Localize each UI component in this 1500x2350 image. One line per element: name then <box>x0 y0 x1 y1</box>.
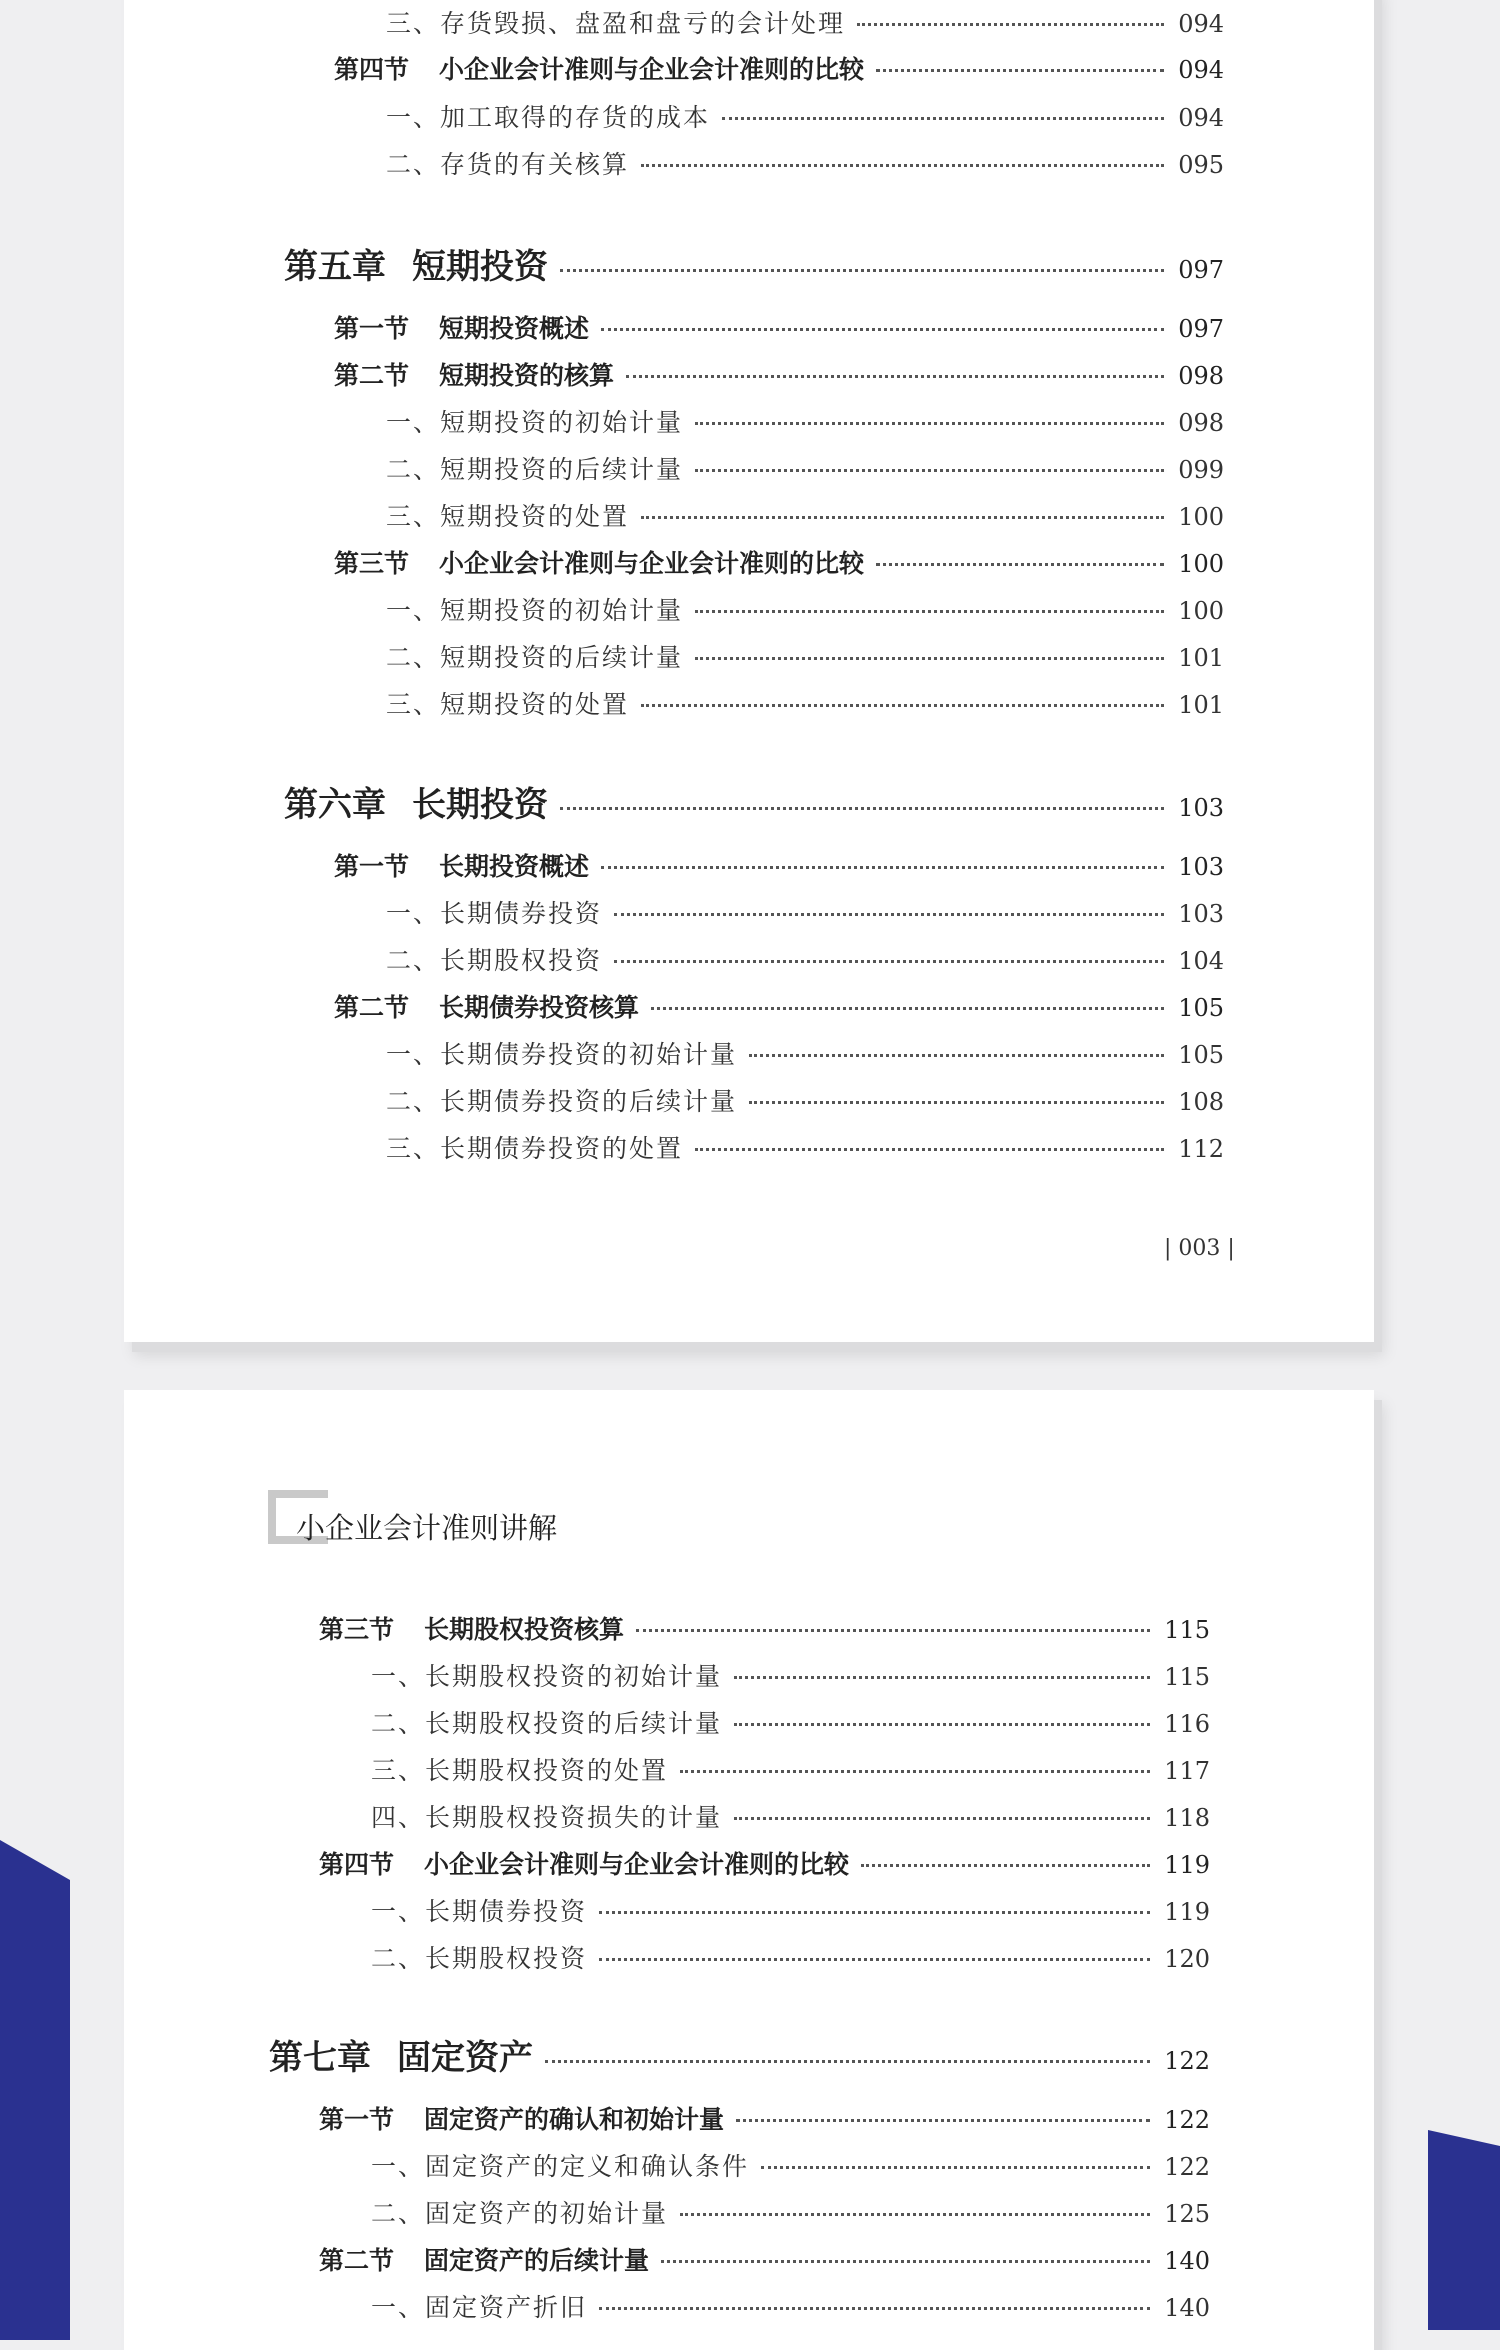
toc-entry-label: 长期股权投资的后续计量 <box>425 1709 723 1738</box>
toc-entry-number: 第一节 <box>334 852 410 881</box>
toc-entry-title <box>371 1751 668 1787</box>
toc-entry-title <box>371 1657 722 1693</box>
toc-page-number: 115 <box>1164 1616 1210 1644</box>
toc-entry-number: 三、 <box>386 690 441 719</box>
dot-leader <box>601 865 1164 869</box>
dot-leader <box>651 1006 1164 1010</box>
toc-entry-number: 一、 <box>386 899 441 928</box>
toc-section-row <box>334 309 1224 345</box>
toc-entry-label: 长期债券投资 <box>425 1897 588 1926</box>
toc-page-number: 105 <box>1178 1041 1224 1069</box>
toc-entry-label: 长期债券投资的初始计量 <box>440 1040 738 1069</box>
toc-item-row <box>386 403 1224 439</box>
dot-leader <box>876 562 1164 566</box>
decorative-band-right <box>1428 2130 1500 2330</box>
toc-entry-label: 长期股权投资 <box>425 1944 588 1973</box>
toc-entry-number: 二、 <box>386 455 441 484</box>
toc-page-number: 099 <box>1178 456 1224 484</box>
toc-item-row <box>371 1939 1210 1975</box>
toc-entry-label: 长期债券投资核算 <box>439 993 640 1022</box>
toc-page-number: 108 <box>1178 1088 1224 1116</box>
toc-entry-number: 第七章 <box>269 2038 371 2078</box>
toc-entry-label: 短期投资概述 <box>439 314 590 343</box>
toc-entry-title <box>319 2100 724 2136</box>
toc-page-number: 097 <box>1178 315 1224 343</box>
toc-entry-label: 小企业会计准则与企业会计准则的比较 <box>439 549 865 578</box>
toc-entry-title <box>371 1704 722 1740</box>
toc-item-row <box>386 145 1224 181</box>
toc-entry-number: 一、 <box>371 1662 426 1691</box>
toc-page-number: 118 <box>1164 1804 1210 1832</box>
dot-leader <box>614 912 1164 916</box>
dot-leader <box>695 656 1164 660</box>
toc-entry-title <box>371 1798 722 1834</box>
toc-section-row <box>319 1610 1210 1646</box>
toc-page-number: 100 <box>1178 550 1224 578</box>
toc-entry-label: 存货毁损、盘盈和盘亏的会计处理 <box>440 9 846 38</box>
toc-item-row <box>371 1657 1210 1693</box>
toc-section-row <box>319 2241 1210 2277</box>
toc-page-number: 094 <box>1178 104 1224 132</box>
toc-page-number: 120 <box>1164 1945 1210 1973</box>
toc-entry-number: 第一节 <box>334 314 410 343</box>
dot-leader <box>736 2118 1150 2122</box>
toc-item-row <box>371 2288 1210 2324</box>
toc-entry-number: 二、 <box>371 2199 426 2228</box>
toc-chapter-row <box>269 2030 1210 2079</box>
dot-leader <box>545 2059 1150 2063</box>
toc-entry-label: 长期投资概述 <box>439 852 590 881</box>
toc-item-row <box>386 638 1224 674</box>
toc-page-number: 103 <box>1178 794 1224 822</box>
toc-entry-title <box>386 685 629 721</box>
toc-section-row <box>319 1845 1210 1881</box>
dot-leader <box>695 421 1164 425</box>
toc-entry-number: 三、 <box>386 1134 441 1163</box>
toc-entry-number: 第二节 <box>334 993 410 1022</box>
toc-page-number: 122 <box>1164 2047 1210 2075</box>
toc-entry-title <box>386 1082 737 1118</box>
toc-page-number: 140 <box>1164 2294 1210 2322</box>
toc-item-row <box>371 1892 1210 1928</box>
dot-leader <box>641 515 1164 519</box>
dot-leader <box>734 1675 1150 1679</box>
dot-leader <box>695 1147 1164 1151</box>
toc-entry-number: 四、 <box>371 1803 426 1832</box>
toc-page-number: 112 <box>1178 1135 1224 1163</box>
running-header-title: 小企业会计准则讲解 <box>296 1511 558 1545</box>
toc-section-row <box>334 50 1224 86</box>
toc-page-number: 094 <box>1178 10 1224 38</box>
toc-page-number: 140 <box>1164 2247 1210 2275</box>
dot-leader <box>722 116 1164 120</box>
toc-entry-label: 长期债券投资的处置 <box>440 1134 684 1163</box>
toc-item-row <box>371 1704 1210 1740</box>
toc-page-number: 095 <box>1178 151 1224 179</box>
toc-entry-title <box>319 1610 624 1646</box>
toc-item-row <box>386 0 1224 2</box>
toc-page-number: 117 <box>1164 1757 1210 1785</box>
dot-leader <box>641 163 1164 167</box>
toc-item-row <box>386 1082 1224 1118</box>
toc-entry-number: 三、 <box>386 502 441 531</box>
dot-leader <box>857 22 1164 26</box>
toc-entry-title <box>334 847 589 883</box>
toc-entry-label: 短期投资的核算 <box>439 361 615 390</box>
toc-entry-label: 短期投资的初始计量 <box>440 596 684 625</box>
toc-entry-title <box>319 1845 849 1881</box>
toc-section-row <box>334 356 1224 392</box>
dot-leader <box>749 1100 1164 1104</box>
toc-section-row <box>334 988 1224 1024</box>
toc-page-number: 116 <box>1164 1710 1210 1738</box>
toc-page-number: 101 <box>1178 691 1224 719</box>
book-page-next <box>124 1390 1374 2350</box>
dot-leader <box>599 1910 1150 1914</box>
toc-entry-title <box>371 2147 749 2183</box>
toc-entry-title <box>269 2030 533 2079</box>
toc-entry-label: 长期股权投资的初始计量 <box>425 1662 723 1691</box>
toc-section-row <box>334 847 1224 883</box>
toc-entry-label: 长期债券投资的后续计量 <box>440 1087 738 1116</box>
toc-entry-label: 长期股权投资的处置 <box>425 1756 669 1785</box>
toc-entry-title <box>386 1129 683 1165</box>
toc-entry-number: 第二节 <box>334 361 410 390</box>
toc-entry-title <box>386 4 845 40</box>
toc-entry-number: 第二节 <box>319 2246 395 2275</box>
toc-entry-title <box>386 0 629 2</box>
toc-entry-number: 第四节 <box>334 55 410 84</box>
dot-leader <box>680 1769 1150 1773</box>
toc-entry-number: 三、 <box>371 1756 426 1785</box>
dot-leader <box>876 68 1164 72</box>
toc-item-row <box>386 941 1224 977</box>
dot-leader <box>560 268 1164 272</box>
toc-entry-number: 三、 <box>386 9 441 38</box>
toc-entry-title <box>334 988 639 1024</box>
toc-entry-label: 固定资产 <box>397 2038 533 2078</box>
toc-page-number: 098 <box>1178 362 1224 390</box>
dot-leader <box>599 1957 1150 1961</box>
book-page-003 <box>124 0 1374 1342</box>
toc-item-row <box>386 4 1224 40</box>
toc-entry-title <box>371 1939 587 1975</box>
toc-entry-number: 第六章 <box>284 785 386 825</box>
toc-entry-number: 一、 <box>371 2152 426 2181</box>
toc-entry-number: 二、 <box>386 643 441 672</box>
toc-entry-title <box>386 638 683 674</box>
toc-entry-number: 一、 <box>386 1040 441 1069</box>
toc-entry-label: 短期投资的处置 <box>440 502 630 531</box>
toc-entry-label: 固定资产的后续计量 <box>424 2246 650 2275</box>
toc-entry-number: 第一节 <box>319 2105 395 2134</box>
toc-entry-label: 长期股权投资损失的计量 <box>425 1803 723 1832</box>
dot-leader <box>734 1816 1150 1820</box>
dot-leader <box>680 2212 1150 2216</box>
toc-entry-title <box>386 894 602 930</box>
toc-page-number: 104 <box>1178 947 1224 975</box>
toc-page-number: 119 <box>1164 1851 1210 1879</box>
toc-entry-title <box>334 50 864 86</box>
toc-entry-label: 长期债券投资 <box>440 899 603 928</box>
toc-entry-label: 短期投资的处置 <box>440 690 630 719</box>
toc-page-number: 097 <box>1178 256 1224 284</box>
toc-entry-title <box>386 591 683 627</box>
toc-entry-title <box>386 1035 737 1071</box>
toc-entry-number: 一、 <box>386 103 441 132</box>
dot-leader <box>695 609 1164 613</box>
toc-entry-title <box>371 1892 587 1928</box>
toc-entry-label: 短期投资的初始计量 <box>440 408 684 437</box>
toc-entry-number: 一、 <box>371 2293 426 2322</box>
toc-entry-number: 二、 <box>371 1944 426 1973</box>
toc-entry-title <box>334 309 589 345</box>
toc-item-row <box>386 98 1224 134</box>
toc-section-row <box>319 2100 1210 2136</box>
toc-entry-label: 长期投资 <box>412 785 548 825</box>
dot-leader <box>601 327 1164 331</box>
toc-entry-title <box>334 356 614 392</box>
toc-page-number: 094 <box>1178 56 1224 84</box>
toc-section-row <box>334 544 1224 580</box>
toc-entry-title <box>386 941 602 977</box>
dot-leader <box>560 806 1164 810</box>
toc-entry-label: 短期投资 <box>412 247 548 287</box>
toc-entry-number: 二、 <box>386 946 441 975</box>
toc-page-number: 125 <box>1164 2200 1210 2228</box>
toc-chapter-row <box>284 239 1224 288</box>
toc-entry-title <box>386 450 683 486</box>
toc-page-number: 115 <box>1164 1663 1210 1691</box>
toc-page-number: 122 <box>1164 2153 1210 2181</box>
toc-page-number: 101 <box>1178 644 1224 672</box>
toc-entry-title <box>371 2288 587 2324</box>
toc-item-row <box>386 685 1224 721</box>
dot-leader <box>599 2306 1150 2310</box>
toc-entry-label: 小企业会计准则与企业会计准则的比较 <box>424 1850 850 1879</box>
dot-leader <box>626 374 1164 378</box>
toc-entry-title <box>386 497 629 533</box>
toc-entry-number: 第三节 <box>319 1615 395 1644</box>
dot-leader <box>641 703 1164 707</box>
dot-leader <box>734 1722 1150 1726</box>
toc-entry-number: 一、 <box>386 408 441 437</box>
dot-leader <box>861 1863 1150 1867</box>
toc-item-row <box>386 1129 1224 1165</box>
decorative-band-left <box>0 1840 70 2340</box>
toc-page-number: 122 <box>1164 2106 1210 2134</box>
toc-entry-label: 固定资产的确认和初始计量 <box>424 2105 725 2134</box>
toc-entry-title <box>371 2194 668 2230</box>
toc-entry-title <box>319 2241 649 2277</box>
toc-item-row <box>386 591 1224 627</box>
toc-item-row <box>386 450 1224 486</box>
toc-entry-title <box>284 239 548 288</box>
toc-entry-title <box>386 403 683 439</box>
toc-entry-number: 第三节 <box>334 549 410 578</box>
toc-entry-number: 二、 <box>386 1087 441 1116</box>
toc-page-number: 098 <box>1178 409 1224 437</box>
toc-entry-label: 小企业会计准则与企业会计准则的比较 <box>439 55 865 84</box>
dot-leader <box>761 2165 1150 2169</box>
toc-entry-title <box>334 544 864 580</box>
toc-page-number: 103 <box>1178 853 1224 881</box>
toc-chapter-row <box>284 777 1224 826</box>
toc-item-row <box>386 894 1224 930</box>
toc-entry-label: 固定资产的初始计量 <box>425 2199 669 2228</box>
toc-entry-label: 长期股权投资 <box>440 946 603 975</box>
dot-leader <box>614 959 1164 963</box>
toc-page-number: 103 <box>1178 900 1224 928</box>
toc-entry-number: 一、 <box>386 596 441 625</box>
toc-page-number: 100 <box>1178 503 1224 531</box>
toc-page-number: 105 <box>1178 994 1224 1022</box>
dot-leader <box>695 468 1164 472</box>
toc-page-number: 119 <box>1164 1898 1210 1926</box>
toc-entry-title <box>284 777 548 826</box>
dot-leader <box>749 1053 1164 1057</box>
toc-entry-number: 第五章 <box>284 247 386 287</box>
toc-entry-label: 短期投资的后续计量 <box>440 643 684 672</box>
toc-item-row <box>371 2194 1210 2230</box>
toc-entry-number: 第四节 <box>319 1850 395 1879</box>
toc-item-row <box>371 2147 1210 2183</box>
toc-entry-label: 固定资产的定义和确认条件 <box>425 2152 750 2181</box>
dot-leader <box>661 2259 1150 2263</box>
toc-entry-label: 加工取得的存货的成本 <box>440 103 711 132</box>
toc-entry-number: 二、 <box>371 1709 426 1738</box>
toc-entry-label: 固定资产折旧 <box>425 2293 588 2322</box>
toc-entry-title <box>386 98 710 134</box>
toc-entry-label: 短期投资的后续计量 <box>440 455 684 484</box>
dot-leader <box>636 1628 1150 1632</box>
toc-page-number: 100 <box>1178 597 1224 625</box>
toc-entry-title <box>386 145 629 181</box>
toc-item-row <box>371 1798 1210 1834</box>
toc-entry-label: 存货的有关核算 <box>440 150 630 179</box>
toc-item-row <box>386 497 1224 533</box>
toc-item-row <box>386 1035 1224 1071</box>
toc-entry-number: 一、 <box>371 1897 426 1926</box>
toc-entry-label: 长期股权投资核算 <box>424 1615 625 1644</box>
toc-item-row <box>371 1751 1210 1787</box>
page-number: | 003 | <box>1164 1236 1235 1261</box>
toc-entry-number: 二、 <box>386 150 441 179</box>
